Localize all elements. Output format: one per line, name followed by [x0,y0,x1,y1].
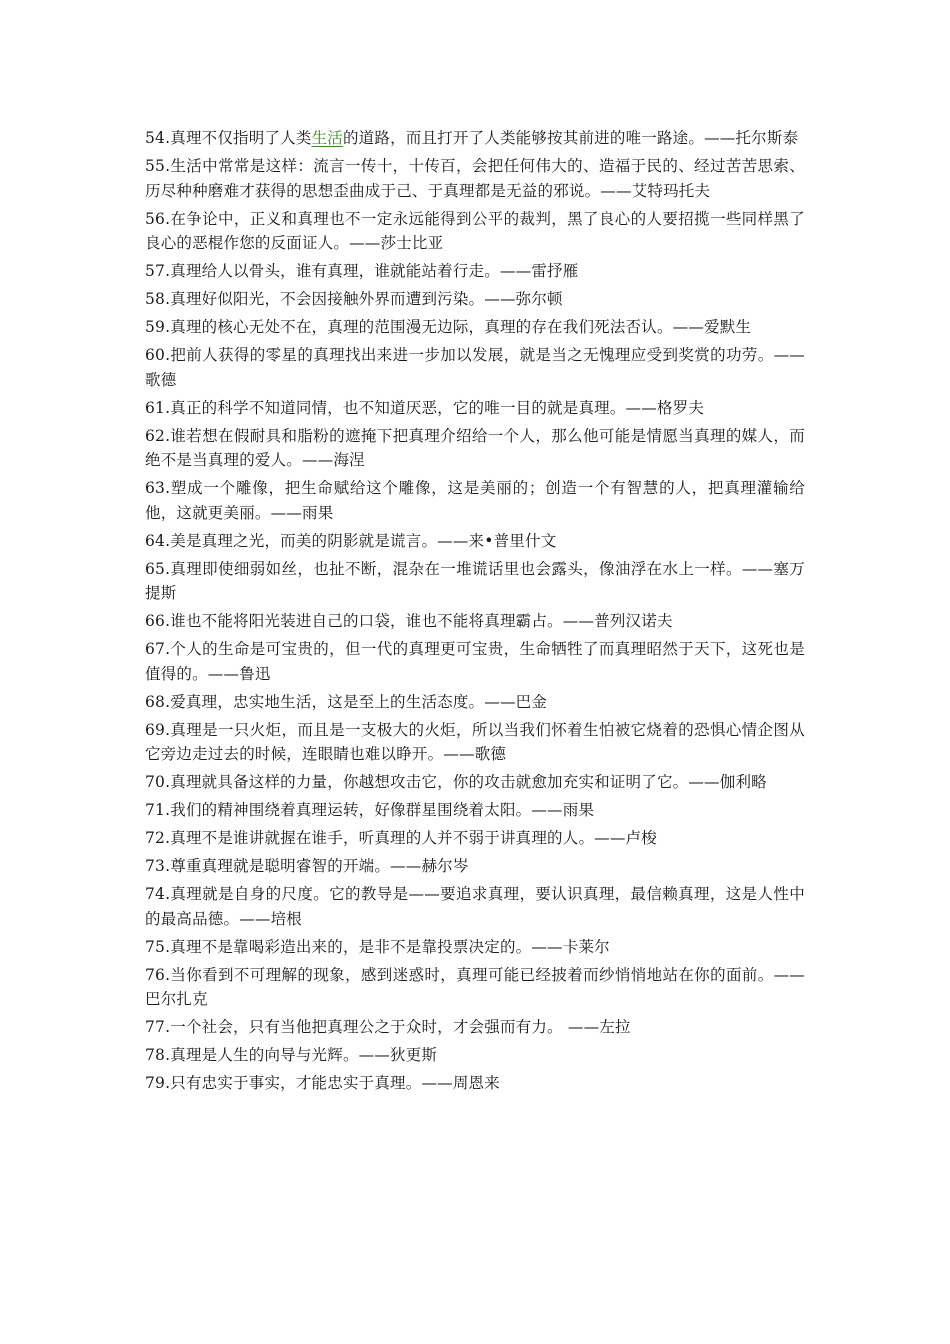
quote-text: 的道路，而且打开了人类能够按其前进的唯一路途。——托尔斯泰 [342,129,799,147]
quote-75: 75.真理不是靠喝彩造出来的，是非不是靠投票决定的。——卡莱尔 [145,937,610,956]
quote-69: 69.真理是一只火炬，而且是一支极大的火炬，所以当我们怀着生怕被它烧着的恐惧心情企图从它旁边走过去的时候，连眼睛也难以睁开。——歌德 [145,720,805,763]
life-link[interactable]: 生活 [311,129,343,147]
quote-list [145,126,805,1099]
quote-72: 72.真理不是谁讲就握在谁手，听真理的人并不弱于讲真理的人。——卢梭 [145,829,657,847]
quote-61: 61.真正的科学不知道同情，也不知道厌恶，它的唯一目的就是真理。——格罗夫 [145,398,705,417]
quote-71: 71.我们的精神围绕着真理运转，好像群星围绕着太阳。——雨果 [145,801,595,819]
quote-64: 64.美是真理之光，而美的阴影就是谎言。——来•普里什文 [145,531,557,550]
quote-60: 60.把前人获得的零星的真理找出来进一步加以发展，就是当之无愧理应受到奖赏的功劳。——歌德 [145,346,805,389]
quote-67: 67.个人的生命是可宝贵的，但一代的真理更可宝贵，生命牺牲了而真理昭然于天下，这死也是值得的。——鲁迅 [145,640,805,683]
quote-68: 68.爱真理，忠实地生活，这是至上的生活态度。——巴金 [145,692,548,711]
quote-59: 59.真理的核心无处不在，真理的范围漫无边际，真理的存在我们死法否认。——爱默生 [145,318,752,336]
quote-78: 78.真理是人生的向导与光辉。——狄更斯 [145,1046,438,1064]
quote-63: 63.塑成一个雕像，把生命赋给这个雕像，这是美丽的；创造一个有智慧的人，把真理灌输给他，这就更美丽。——雨果 [145,479,805,522]
quote-54 [145,126,805,151]
quote-text: 54.真理不仅指明了人类 [145,129,312,147]
quote-74: 74.真理就是自身的尺度。它的教导是——要追求真理，要认识真理，最信赖真理，这是人性中的最高品德。——培根 [145,885,805,928]
quote-57: 57.真理给人以骨头，谁有真理，谁就能站着行走。——雷抒雁 [145,262,579,280]
quote-79: 79.只有忠实于事实，才能忠实于真理。——周恩来 [145,1074,500,1092]
quote-77: 77.一个社会，只有当他把真理公之于众时，才会强而有力。 ——左拉 [145,1018,631,1036]
quote-62: 62.谁若想在假耐具和脂粉的遮掩下把真理介绍给一个人，那么他可能是情愿当真理的媒人，而绝不是当真理的爱人。——海涅 [145,426,805,469]
quote-56: 56.在争论中，正义和真理也不一定永远能得到公平的裁判，黑了良心的人要招揽一些同样黑了良心的恶棍作您的反面证人。——莎士比亚 [145,209,805,252]
quote-66: 66.谁也不能将阳光装进自己的口袋，谁也不能将真理霸占。——普列汉诺夫 [145,612,673,630]
quote-70: 70.真理就具备这样的力量，你越想攻击它，你的攻击就愈加充实和证明了它。——伽利略 [145,773,767,791]
quote-58: 58.真理好似阳光，不会因接触外界而遭到污染。——弥尔顿 [145,290,563,308]
quote-65: 65.真理即使细弱如丝，也扯不断，混杂在一堆谎话里也会露头，像油浮在水上一样。——塞万提斯 [145,559,805,602]
quote-76: 76.当你看到不可理解的现象，感到迷惑时，真理可能已经披着而纱悄悄地站在你的面前。——巴尔扎克 [145,965,805,1008]
quote-55: 55.生活中常常是这样：流言一传十，十传百，会把任何伟大的、造福于民的、经过苦苦思索、历尽种种磨难才获得的思想歪曲成于己、于真理都是无益的邪说。——艾特玛托夫 [145,157,805,200]
quote-73: 73.尊重真理就是聪明睿智的开端。——赫尔岑 [145,857,469,875]
